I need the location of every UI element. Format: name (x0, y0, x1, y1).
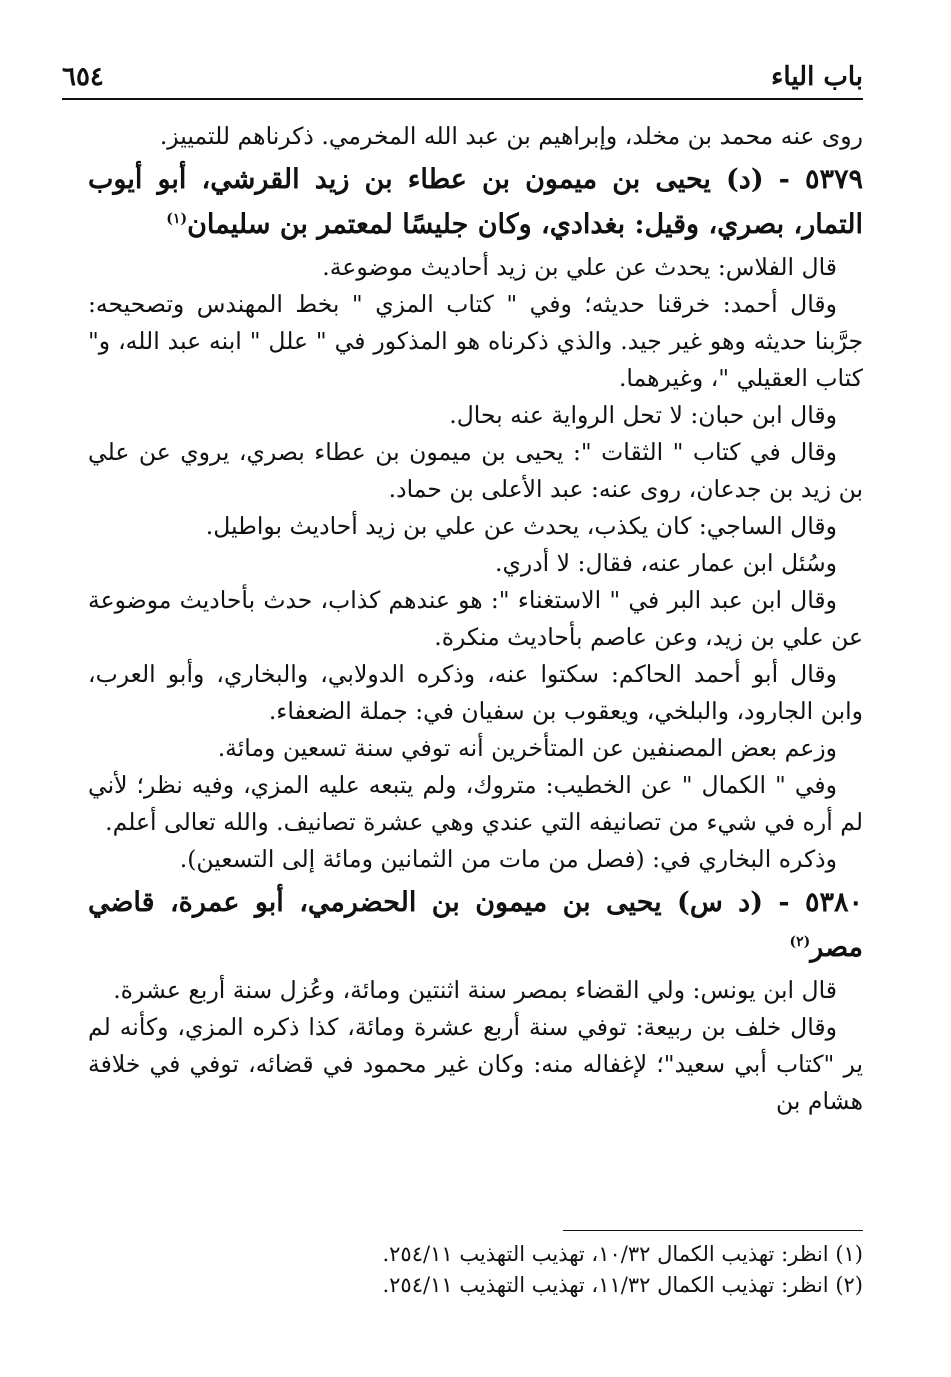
paragraph: وقال الساجي: كان يكذب، يحدث عن علي بن زيد أحاديث بواطيل. (205, 512, 837, 540)
paragraph: وقال أبو أحمد الحاكم: سكتوا عنه، وذكره الدولابي، والبخاري، وأبو العرب، وابن الجارود، والبلخي، ويعقوب بن سفيان في: جملة الضعفاء. (88, 660, 863, 725)
biography-entry-heading (88, 157, 863, 247)
footnote-marker: (١) (166, 211, 188, 227)
paragraph: وقال خلف بن ربيعة: توفي سنة أربع عشرة ومائة، كذا ذكره المزي، وكأنه لم ير "كتاب أبي سعيد"؛ لإغفاله منه: وكان غير محمود في قضائه، توفي في خلافة هشام بن (88, 1013, 863, 1115)
paragraph: وسُئل ابن عمار عنه، فقال: لا أدري. (494, 549, 837, 577)
paragraph: وقال في كتاب " الثقات ": يحيى بن ميمون بن عطاء بصري، يروي عن علي بن زيد بن جدعان، روى عنه: عبد الأعلى بن حماد. (88, 438, 863, 503)
footnote-marker: (٢) (789, 934, 811, 950)
page-number: ٦٥٤ (62, 62, 104, 92)
paragraph: وذكره البخاري في: (فصل من مات من الثمانين ومائة إلى التسعين). (179, 845, 837, 873)
paragraph: وقال أحمد: خرقنا حديثه؛ وفي " كتاب المزي " بخط المهندس وتصحيحه: جرَّبنا حديثه وهو غير جيد. والذي ذكرناه هو المذكور في " علل " ابنه عبد الله، و" كتاب العقيلي "، وغيرهما. (88, 290, 863, 392)
paragraph: وفي " الكمال " عن الخطيب: متروك، ولم يتبعه عليه المزي، وفيه نظر؛ لأني لم أره في شيء من تصانيفه التي عندي وهي عشرة تصانيف. والله تعالى أعلم. (88, 771, 863, 836)
footnote: (٢) انظر: تهذيب الكمال ١١/٣٢، تهذيب التهذيب ٢٥٤/١١. (382, 1273, 863, 1297)
entry-heading-text: ٥٣٨٠ - (د س) يحيى بن ميمون بن الحضرمي، أبو عمرة، قاضي مصر (88, 887, 863, 963)
paragraph: وقال ابن حبان: لا تحل الرواية عنه بحال. (449, 401, 837, 429)
chapter-title: باب الياء (771, 62, 863, 92)
paragraph: قال الفلاس: يحدث عن علي بن زيد أحاديث موضوعة. (322, 253, 837, 281)
paragraph: وقال ابن عبد البر في " الاستغناء ": هو عندهم كذاب، حدث بأحاديث موضوعة عن علي بن زيد، وعن عاصم بأحاديث منكرة. (88, 586, 863, 651)
main-text (88, 118, 863, 1120)
footnotes (88, 1230, 863, 1301)
paragraph: وزعم بعض المصنفين عن المتأخرين أنه توفي سنة تسعين ومائة. (217, 734, 837, 762)
footnote: (١) انظر: تهذيب الكمال ١٠/٣٢، تهذيب التهذيب ٢٥٤/١١. (382, 1242, 863, 1266)
footnote-divider (563, 1230, 863, 1231)
paragraph: قال ابن يونس: ولي القضاء بمصر سنة اثنتين ومائة، وعُزل سنة أربع عشرة. (113, 976, 837, 1004)
biography-entry-heading (88, 880, 863, 970)
page-header (62, 56, 863, 100)
entry-heading-text: ٥٣٧٩ - (د) يحيى بن ميمون بن عطاء بن زيد القرشي، أبو أيوب التمار، بصري، وقيل: بغدادي، وكان جليسًا لمعتمر بن سليمان (88, 164, 863, 240)
paragraph: روى عنه محمد بن مخلد، وإبراهيم بن عبد الله المخرمي. ذكرناهم للتمييز. (159, 122, 863, 150)
